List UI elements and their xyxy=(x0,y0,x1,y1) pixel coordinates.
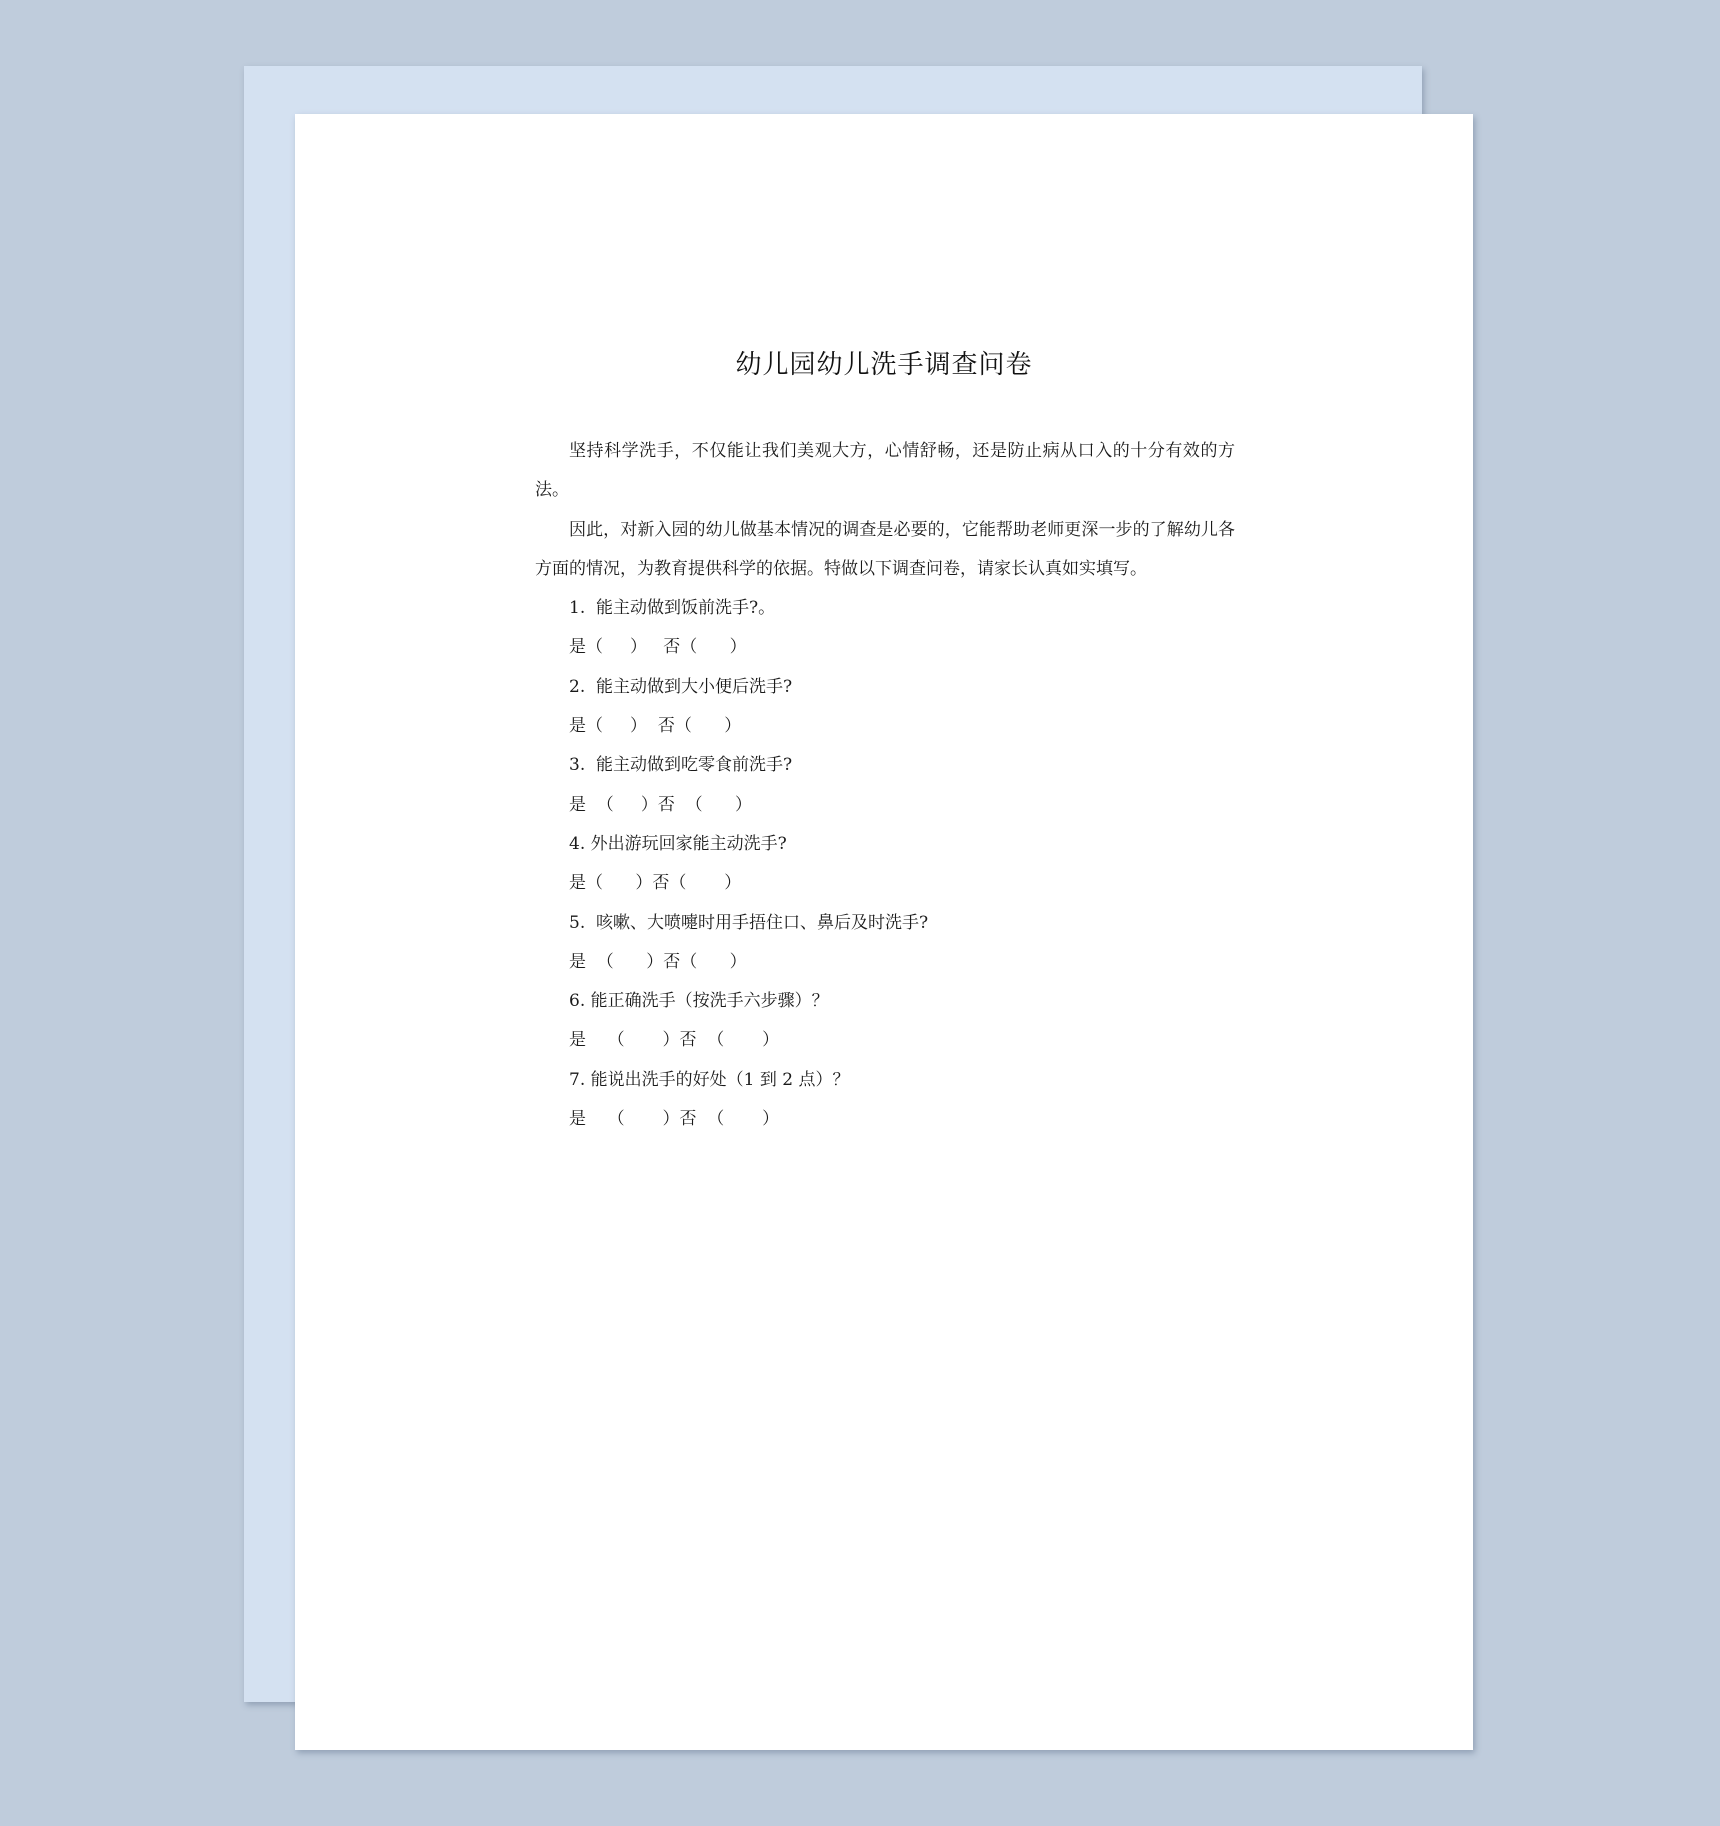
question-5: 5. 咳嗽、大喷嚏时用手捂住口、鼻后及时洗手? xyxy=(569,912,929,933)
question-1: 1. 能主动做到饭前洗手?。 xyxy=(569,598,776,619)
answer-3: 是 （ ）否 （ ） xyxy=(569,794,753,815)
answer-5: 是 （ ）否（ ） xyxy=(569,951,747,972)
answer-6: 是 （ ）否 （ ） xyxy=(569,1030,780,1051)
intro-paragraph-2: 因此，对新入园的幼儿做基本情况的调查是必要的，它能帮助老师更深一步的了解幼儿各方面的情况，为教育提供科学的依据。特做以下调查问卷，请家长认真如实填写。 xyxy=(535,519,1235,579)
answer-7: 是 （ ）否 （ ） xyxy=(569,1109,780,1130)
question-7: 7. 能说出洗手的好处（1 到 2 点）？ xyxy=(569,1069,850,1090)
answer-4: 是（ ）否（ ） xyxy=(569,873,742,894)
document-title: 幼儿园幼儿洗手调查问卷 xyxy=(735,350,1033,380)
intro-paragraph-1: 坚持科学洗手，不仅能让我们美观大方，心情舒畅，还是防止病从口入的十分有效的方法。 xyxy=(535,441,1235,501)
answer-1: 是（ ） 否（ ） xyxy=(569,637,747,658)
document-body xyxy=(535,432,1235,1139)
question-3: 3. 能主动做到吃零食前洗手? xyxy=(569,755,793,776)
document-page xyxy=(295,114,1473,1750)
answer-2: 是（ ） 否（ ） xyxy=(569,716,742,737)
question-6: 6. 能正确洗手（按洗手六步骤）？ xyxy=(569,991,829,1012)
question-2: 2. 能主动做到大小便后洗手? xyxy=(569,676,793,697)
question-4: 4. 外出游玩回家能主动洗手? xyxy=(569,833,787,854)
